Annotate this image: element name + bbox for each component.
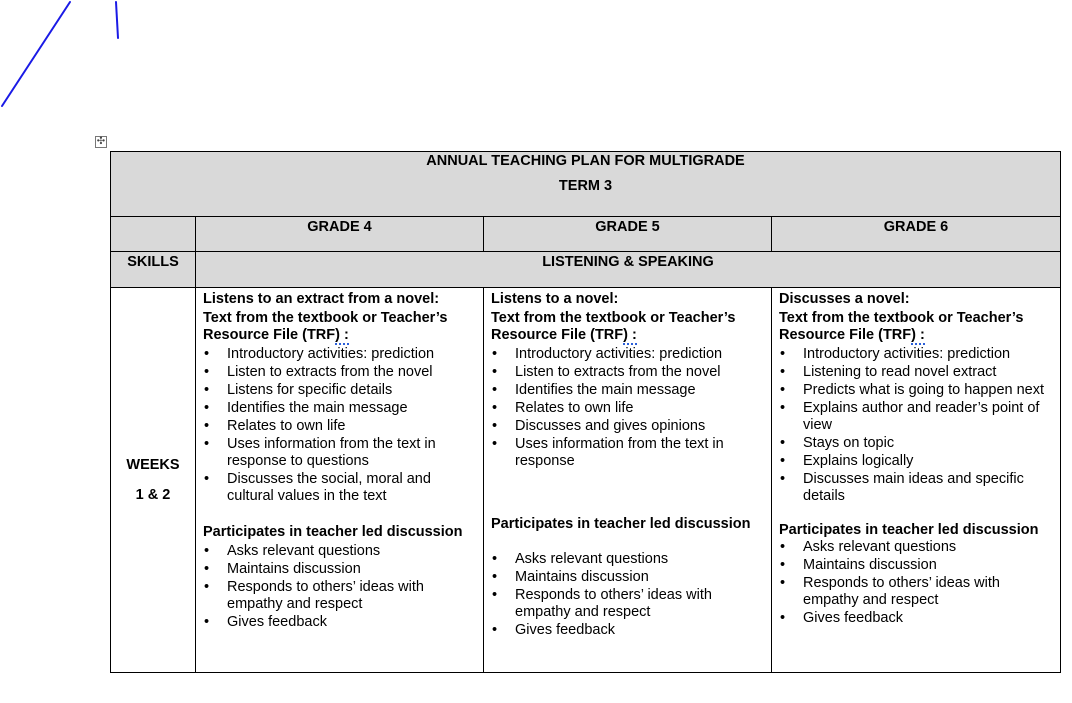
grade-4-header: GRADE 4	[196, 217, 484, 252]
list-item: • Uses information from the text in response to questions	[227, 436, 476, 470]
list-item: • Introductory activities: prediction	[227, 346, 476, 363]
grade-4-discussion-list	[203, 543, 476, 631]
skills-label: SKILLS	[111, 252, 196, 288]
grade-5-discussion-heading: Participates in teacher led discussion	[491, 516, 751, 532]
grade-6-content	[772, 288, 1061, 673]
list-item: • Asks relevant questions	[803, 539, 1053, 556]
weeks-label: WEEKS	[126, 457, 180, 473]
grade-4-content	[196, 288, 484, 673]
list-item: • Listen to extracts from the novel	[515, 364, 764, 381]
grade-4-heading: Listens to an extract from a novel:	[203, 291, 440, 307]
grade-5-header: GRADE 5	[484, 217, 772, 252]
grade-6-activity-list	[779, 346, 1053, 505]
skill-name: LISTENING & SPEAKING	[196, 252, 1061, 288]
pen-ink-strokes	[0, 0, 1072, 130]
grade-6-header: GRADE 6	[772, 217, 1061, 252]
grade-6-discussion-list	[779, 539, 1053, 627]
list-item: • Relates to own life	[515, 400, 764, 417]
weeks-cell	[111, 288, 196, 673]
ink-stroke-vertical	[116, 2, 118, 38]
grade-5-heading: Listens to a novel:	[491, 291, 619, 307]
list-item: • Maintains discussion	[803, 557, 1053, 574]
grade-6-discussion-heading: Participates in teacher led discussion	[779, 522, 1039, 538]
grade-4-discussion-heading: Participates in teacher led discussion	[203, 524, 463, 540]
term-title: TERM 3	[558, 178, 613, 194]
grade-5-activity-list	[491, 346, 764, 470]
grade-header-row	[111, 217, 1061, 252]
move-arrows-icon[interactable]: ✣	[96, 136, 106, 147]
list-item: • Gives feedback	[803, 610, 1053, 627]
grade-6-source: Text from the textbook or Teacher’s Resource File (TRF) :	[779, 310, 1024, 343]
list-item: • Relates to own life	[227, 418, 476, 435]
empty-corner-cell	[111, 217, 196, 252]
list-item: • Maintains discussion	[515, 569, 764, 586]
title-cell	[111, 152, 1061, 217]
weeks-row	[111, 288, 1061, 673]
list-item: • Listen to extracts from the novel	[227, 364, 476, 381]
grade-6-heading: Discusses a novel:	[779, 291, 910, 307]
list-item: • Discusses and gives opinions	[515, 418, 764, 435]
list-item: • Explains logically	[803, 453, 1053, 470]
teaching-plan-table	[110, 151, 1061, 673]
list-item: • Responds to others’ ideas with empathy and respect	[515, 587, 764, 621]
weeks-range: 1 & 2	[135, 487, 171, 503]
list-item: • Discusses the social, moral and cultural values in the text	[227, 471, 476, 505]
list-item: • Maintains discussion	[227, 561, 476, 578]
plan-title: ANNUAL TEACHING PLAN FOR MULTIGRADE	[426, 153, 745, 169]
list-item: • Responds to others’ ideas with empathy and respect	[227, 579, 476, 613]
grade-5-content	[484, 288, 772, 673]
list-item: • Introductory activities: prediction	[515, 346, 764, 363]
list-item: • Predicts what is going to happen next	[803, 382, 1053, 399]
list-item: • Explains author and reader’s point of view	[803, 400, 1053, 434]
list-item: • Uses information from the text in response	[515, 436, 764, 470]
grade-5-discussion-list	[491, 551, 764, 639]
title-row	[111, 152, 1061, 217]
ink-stroke-diagonal	[2, 2, 70, 106]
list-item: • Identifies the main message	[227, 400, 476, 417]
list-item: • Identifies the main message	[515, 382, 764, 399]
grade-5-source: Text from the textbook or Teacher’s Resource File (TRF) :	[491, 310, 736, 343]
list-item: • Stays on topic	[803, 435, 1053, 452]
list-item: • Listens for specific details	[227, 382, 476, 399]
list-item: • Gives feedback	[227, 614, 476, 631]
list-item: • Introductory activities: prediction	[803, 346, 1053, 363]
list-item: • Discusses main ideas and specific details	[803, 471, 1053, 505]
list-item: • Asks relevant questions	[515, 551, 764, 568]
list-item: • Listening to read novel extract	[803, 364, 1053, 381]
grade-4-activity-list	[203, 346, 476, 505]
list-item: • Responds to others’ ideas with empathy and respect	[803, 575, 1053, 609]
list-item: • Gives feedback	[515, 622, 764, 639]
skills-row	[111, 252, 1061, 288]
list-item: • Asks relevant questions	[227, 543, 476, 560]
grade-4-source: Text from the textbook or Teacher’s Resource File (TRF) :	[203, 310, 448, 343]
